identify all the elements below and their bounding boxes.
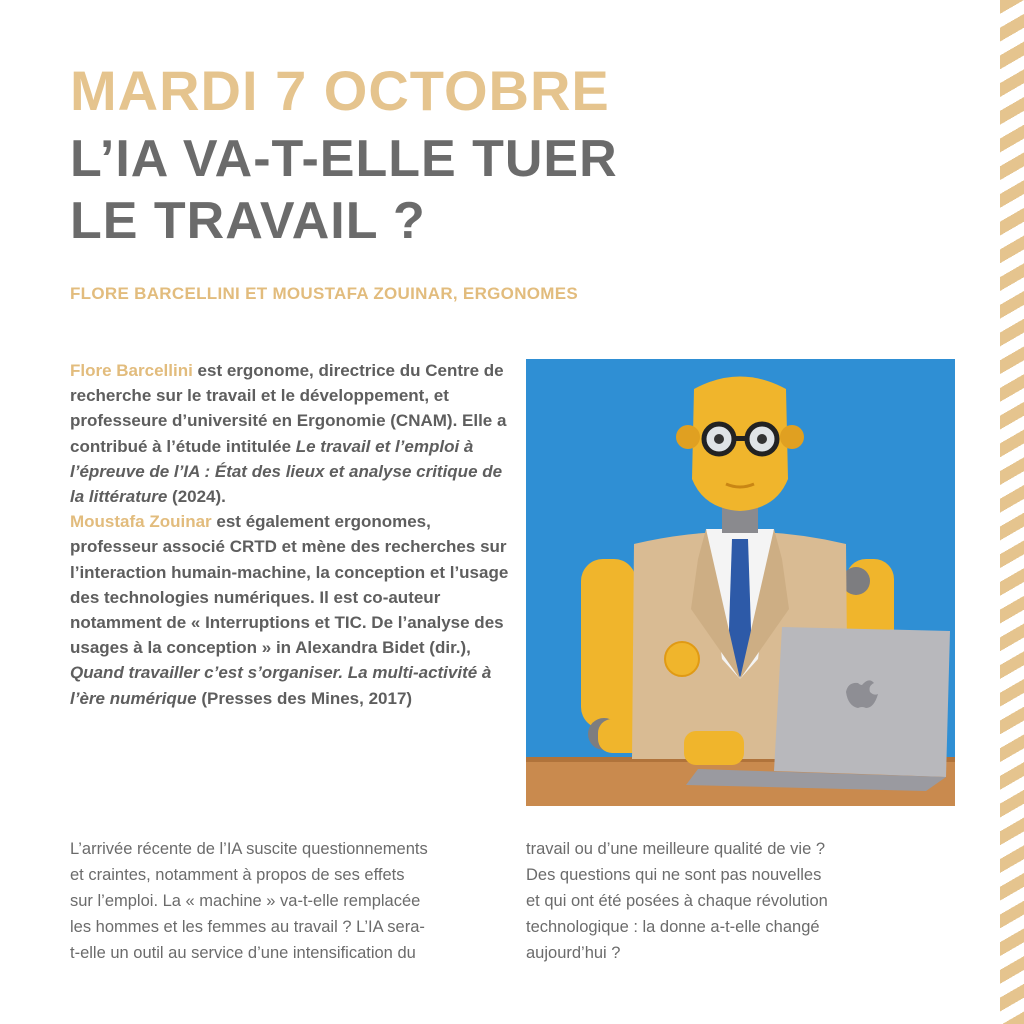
intro-line: travail ou d’une meilleure qualité de vie ? — [526, 840, 826, 858]
intro-line: Des questions qui ne sont pas nouvelles — [526, 866, 822, 884]
event-date: MARDI 7 OCTOBRE — [70, 59, 610, 122]
intro-line: les hommes et les femmes au travail ? L’IA sera- — [70, 918, 425, 936]
study-title: Le travail et l’emploi à l’épreuve de l’IA : État des lieux et analyse critique de la littérature — [70, 436, 503, 507]
bio-paragraph-2 — [70, 509, 510, 711]
bio-text-1b: (2024). — [167, 487, 226, 507]
bio-text-2b: (Presses des Mines, 2017) — [196, 688, 413, 708]
book-title: Quand travailler c’est s’organiser. La multi-activité à l’ère numérique — [70, 663, 492, 708]
robot-photo — [526, 359, 955, 806]
speakers-subtitle: FLORE BARCELLINI ET MOUSTAFA ZOUINAR, ERGONOMES — [70, 284, 579, 303]
bio-text-1a: est ergonome, directrice du Centre de recherche sur le travail et le développement, et professeure d’université en Ergonomie (CNAM). Elle a contribué à l’étude intitulée — [70, 361, 507, 456]
intro-line: et craintes, notamment à propos de ses effets — [70, 866, 405, 884]
page-title — [70, 128, 690, 252]
title-line-1: L’IA VA-T-ELLE TUER — [70, 130, 618, 188]
intro-line: aujourd’hui ? — [526, 944, 621, 962]
speaker-bios — [70, 358, 510, 711]
robot-left-arm — [581, 559, 636, 729]
robot-illustration — [526, 359, 955, 806]
title-line-2: LE TRAVAIL ? — [70, 192, 426, 250]
bio-text-2a: est également ergonomes, professeur associé CRTD et mène des recherches sur l’interaction humain-machine, la conception et l’usage des technologies numériques. Il est co-auteur notamment de « Interruptions et TIC. De l’analyse des usages à la conception » in Alexandra Bidet (dir.), — [70, 512, 509, 658]
intro-column-1 — [70, 836, 510, 966]
decorative-stripe-border — [1000, 0, 1024, 1024]
intro-column-2 — [526, 836, 946, 966]
bio-paragraph-1 — [70, 358, 510, 509]
intro-line: L’arrivée récente de l’IA suscite questionnements — [70, 840, 428, 858]
intro-line: technologique : la donne a-t-elle changé — [526, 918, 820, 936]
speaker-name-2: Moustafa Zouinar — [70, 512, 212, 532]
intro-line: et qui ont été posées à chaque révolution — [526, 892, 828, 910]
intro-line: sur l’emploi. La « machine » va-t-elle remplacée — [70, 892, 421, 910]
intro-line: t-elle un outil au service d’une intensification du — [70, 944, 416, 962]
speaker-name-1: Flore Barcellini — [70, 361, 193, 380]
